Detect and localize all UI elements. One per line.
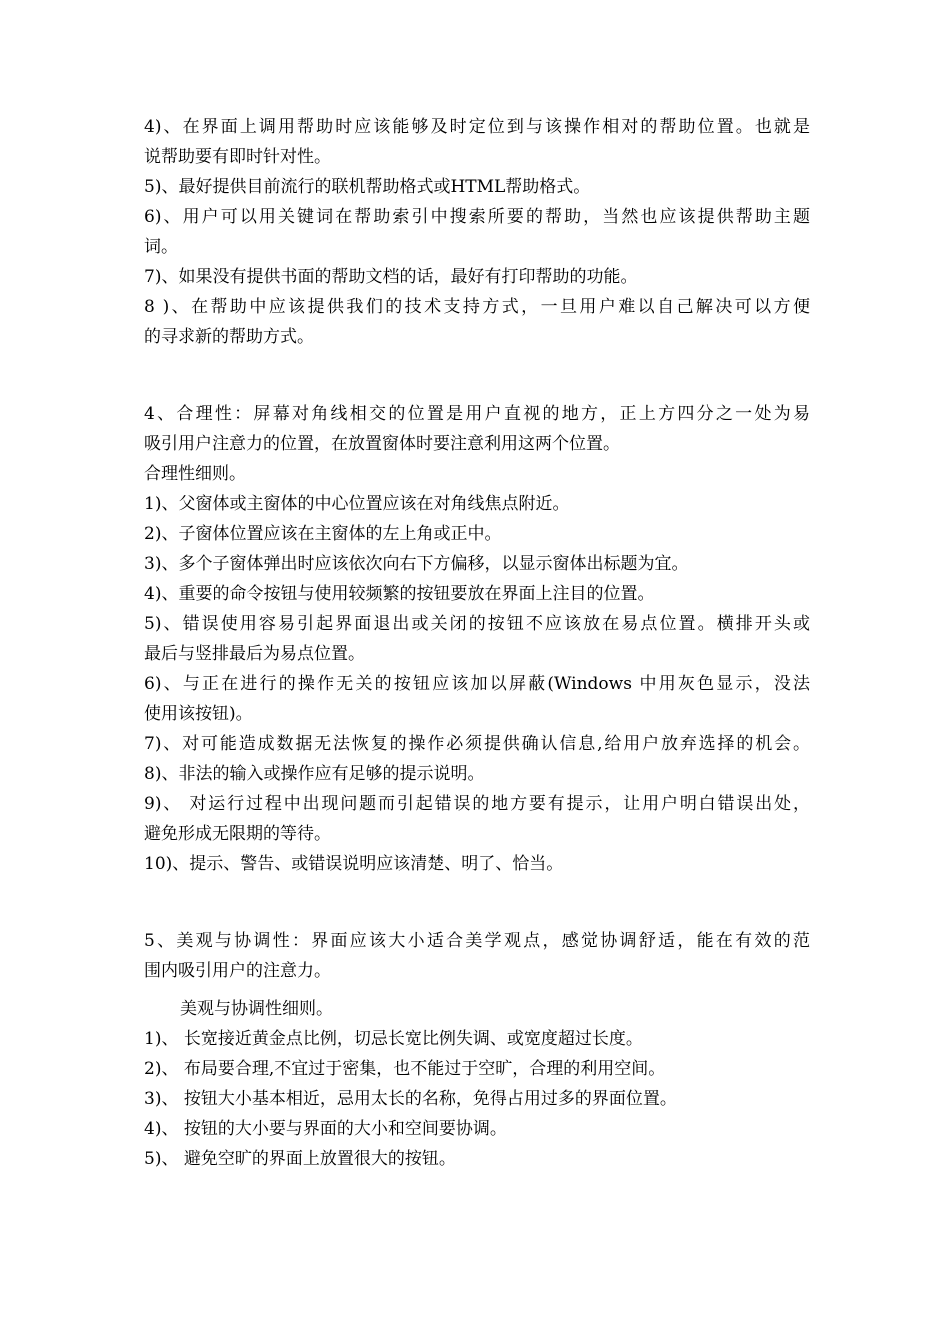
text-line: 8 )、在帮助中应该提供我们的技术支持方式，一旦用户难以自己解决可以方便: [144, 297, 810, 317]
list-item: 4)、 按钮的大小要与界面的大小和空间要协调。: [144, 1119, 507, 1139]
text-line: 9)、 对运行过程中出现问题而引起错误的地方要有提示，让用户明白错误出处，: [144, 794, 810, 814]
paragraph-spacer: [144, 986, 810, 994]
text-line: 词。: [144, 237, 178, 257]
section-spacer: [144, 352, 810, 399]
section-spacer: [144, 879, 810, 926]
section-help: [144, 112, 810, 352]
text-line: 5)、最好提供目前流行的联机帮助格式或HTML帮助格式。: [144, 177, 591, 197]
list-item: 2)、 布局要合理,不宜过于密集，也不能过于空旷，合理的利用空间。: [144, 1059, 666, 1079]
text-line: 6)、用户可以用关键词在帮助索引中搜索所要的帮助，当然也应该提供帮助主题: [144, 207, 810, 227]
text-line: 说帮助要有即时针对性。: [144, 147, 331, 167]
text-line: 1)、父窗体或主窗体的中心位置应该在对角线焦点附近。: [144, 494, 570, 514]
text-line: 5)、错误使用容易引起界面退出或关闭的按钮不应该放在易点位置。横排开头或: [144, 614, 810, 634]
text-line: 最后与竖排最后为易点位置。: [144, 644, 365, 664]
document-page: [144, 112, 810, 1174]
section-heading-line: 5、美观与协调性：界面应该大小适合美学观点，感觉协调舒适，能在有效的范: [144, 931, 810, 951]
text-line: 围内吸引用户的注意力。: [144, 961, 331, 981]
text-line: 4)、重要的命令按钮与使用较频繁的按钮要放在界面上注目的位置。: [144, 584, 655, 604]
text-line: 避免形成无限期的等待。: [144, 824, 331, 844]
text-line: 3)、多个子窗体弹出时应该依次向右下方偏移，以显示窗体出标题为宜。: [144, 554, 689, 574]
text-line: 8)、非法的输入或操作应有足够的提示说明。: [144, 764, 485, 784]
subsection-title: 美观与协调性细则。: [180, 999, 333, 1019]
text-line: 2)、子窗体位置应该在主窗体的左上角或正中。: [144, 524, 502, 544]
list-item: 1)、 长宽接近黄金点比例，切忌长宽比例失调、或宽度超过长度。: [144, 1029, 643, 1049]
text-line: 10)、提示、警告、或错误说明应该清楚、明了、恰当。: [144, 854, 564, 874]
text-line: 的寻求新的帮助方式。: [144, 327, 314, 347]
section-rationality: [144, 399, 810, 879]
text-line: 7)、如果没有提供书面的帮助文档的话，最好有打印帮助的功能。: [144, 267, 638, 287]
text-line: 吸引用户注意力的位置，在放置窗体时要注意利用这两个位置。: [144, 434, 620, 454]
text-line: 使用该按钮)。: [144, 704, 253, 724]
list-item: 5)、 避免空旷的界面上放置很大的按钮。: [144, 1149, 456, 1169]
subsection-title: 合理性细则。: [144, 464, 246, 484]
text-line: 6)、与正在进行的操作无关的按钮应该加以屏蔽(Windows 中用灰色显示，没法: [144, 674, 810, 694]
text-line: 4)、在界面上调用帮助时应该能够及时定位到与该操作相对的帮助位置。也就是: [144, 117, 810, 137]
list-item: 3)、 按钮大小基本相近，忌用太长的名称，免得占用过多的界面位置。: [144, 1089, 677, 1109]
section-heading-line: 4、合理性：屏幕对角线相交的位置是用户直视的地方，正上方四分之一处为易: [144, 404, 810, 424]
section-aesthetics: [144, 926, 810, 1174]
text-line: 7)、对可能造成数据无法恢复的操作必须提供确认信息,给用户放弃选择的机会。: [144, 734, 810, 754]
